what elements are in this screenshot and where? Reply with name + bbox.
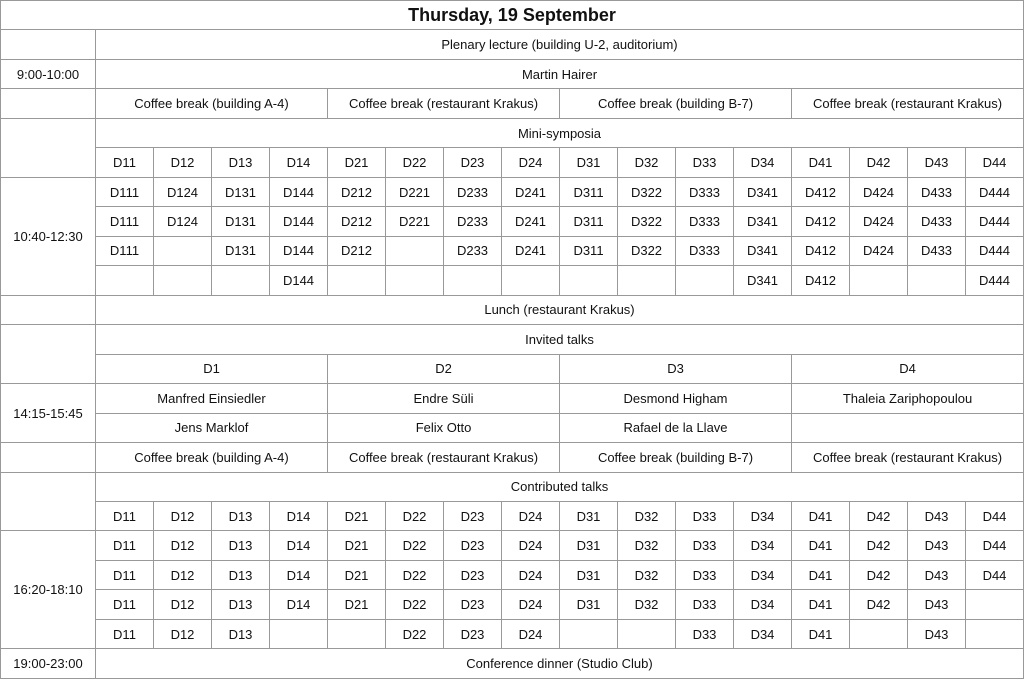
grid-cell: Coffee break (restaurant Krakus) bbox=[792, 89, 1024, 118]
grid-cell: D3 bbox=[560, 354, 792, 383]
coffee-break-row bbox=[1, 443, 1024, 472]
grid-cell bbox=[618, 266, 676, 295]
grid-cell: D41 bbox=[792, 531, 850, 560]
grid-cell: D412 bbox=[792, 207, 850, 236]
grid-cell: D42 bbox=[850, 148, 908, 177]
grid-cell: D22 bbox=[386, 560, 444, 589]
contributed-talks-header-row bbox=[1, 472, 1024, 501]
grid-cell: D13 bbox=[212, 531, 270, 560]
grid-cell: D21 bbox=[328, 501, 386, 530]
time-cell-empty bbox=[1, 325, 96, 384]
grid-cell: D31 bbox=[560, 148, 618, 177]
grid-cell: D22 bbox=[386, 619, 444, 648]
grid-cell: Coffee break (restaurant Krakus) bbox=[792, 443, 1024, 472]
grid-cell: D131 bbox=[212, 207, 270, 236]
lunch-label: Lunch (restaurant Krakus) bbox=[96, 295, 1024, 324]
grid-cell: D111 bbox=[96, 236, 154, 265]
grid-cell: D14 bbox=[270, 590, 328, 619]
grid-cell: D4 bbox=[792, 354, 1024, 383]
grid-cell: D13 bbox=[212, 560, 270, 589]
grid-cell: D322 bbox=[618, 236, 676, 265]
grid-cell: D34 bbox=[734, 501, 792, 530]
grid-cell: D23 bbox=[444, 619, 502, 648]
grid-cell: D322 bbox=[618, 177, 676, 206]
grid-cell: D33 bbox=[676, 148, 734, 177]
grid-cell: D31 bbox=[560, 531, 618, 560]
grid-cell: D23 bbox=[444, 531, 502, 560]
grid-cell: D22 bbox=[386, 501, 444, 530]
mini-symposia-row bbox=[1, 177, 1024, 206]
grid-cell: D31 bbox=[560, 560, 618, 589]
grid-cell: Coffee break (building B-7) bbox=[560, 89, 792, 118]
grid-cell: D42 bbox=[850, 531, 908, 560]
grid-cell: D44 bbox=[966, 560, 1024, 589]
grid-cell: D13 bbox=[212, 619, 270, 648]
plenary-session-row bbox=[1, 59, 1024, 88]
grid-cell: D433 bbox=[908, 207, 966, 236]
grid-cell: D212 bbox=[328, 177, 386, 206]
grid-cell: D424 bbox=[850, 207, 908, 236]
grid-cell: D31 bbox=[560, 590, 618, 619]
grid-cell: D34 bbox=[734, 560, 792, 589]
grid-cell: D11 bbox=[96, 590, 154, 619]
grid-cell: D23 bbox=[444, 560, 502, 589]
grid-cell: Felix Otto bbox=[328, 413, 560, 442]
plenary-header-row bbox=[1, 30, 1024, 59]
contributed-talks-row bbox=[1, 531, 1024, 560]
mini-symposia-column-header-row bbox=[1, 148, 1024, 177]
grid-cell: D311 bbox=[560, 236, 618, 265]
mini-symposia-header-row bbox=[1, 118, 1024, 147]
coffee-break-row bbox=[1, 89, 1024, 118]
grid-cell: D33 bbox=[676, 560, 734, 589]
grid-cell bbox=[96, 266, 154, 295]
grid-cell: D13 bbox=[212, 501, 270, 530]
grid-cell: D233 bbox=[444, 236, 502, 265]
grid-cell bbox=[560, 266, 618, 295]
grid-cell: D412 bbox=[792, 177, 850, 206]
grid-cell: D233 bbox=[444, 177, 502, 206]
grid-cell: D221 bbox=[386, 207, 444, 236]
grid-cell: D233 bbox=[444, 207, 502, 236]
grid-cell: D12 bbox=[154, 619, 212, 648]
grid-cell: D22 bbox=[386, 531, 444, 560]
grid-cell: D131 bbox=[212, 236, 270, 265]
grid-cell: D24 bbox=[502, 501, 560, 530]
grid-cell bbox=[154, 236, 212, 265]
grid-cell: D424 bbox=[850, 177, 908, 206]
time-cell: 19:00-23:00 bbox=[1, 649, 96, 679]
grid-cell bbox=[966, 619, 1024, 648]
grid-cell bbox=[850, 619, 908, 648]
invited-talks-row bbox=[1, 413, 1024, 442]
grid-cell: Coffee break (restaurant Krakus) bbox=[328, 443, 560, 472]
grid-cell: D14 bbox=[270, 148, 328, 177]
grid-cell: D24 bbox=[502, 148, 560, 177]
grid-cell: D2 bbox=[328, 354, 560, 383]
grid-cell: D21 bbox=[328, 560, 386, 589]
grid-cell: D32 bbox=[618, 531, 676, 560]
grid-cell: D341 bbox=[734, 236, 792, 265]
grid-cell: D341 bbox=[734, 207, 792, 236]
grid-cell: Manfred Einsiedler bbox=[96, 384, 328, 413]
grid-cell: D42 bbox=[850, 560, 908, 589]
grid-cell: D322 bbox=[618, 207, 676, 236]
grid-cell: D241 bbox=[502, 207, 560, 236]
grid-cell: Rafael de la Llave bbox=[560, 413, 792, 442]
grid-cell: D13 bbox=[212, 148, 270, 177]
grid-cell: D1 bbox=[96, 354, 328, 383]
page-title: Thursday, 19 September bbox=[1, 1, 1024, 30]
grid-cell bbox=[386, 266, 444, 295]
grid-cell: D11 bbox=[96, 501, 154, 530]
section-header-contributed-talks: Contributed talks bbox=[96, 472, 1024, 501]
grid-cell: D43 bbox=[908, 619, 966, 648]
grid-cell: D44 bbox=[966, 501, 1024, 530]
grid-cell: D333 bbox=[676, 177, 734, 206]
grid-cell: D42 bbox=[850, 590, 908, 619]
grid-cell bbox=[328, 266, 386, 295]
grid-cell: D124 bbox=[154, 207, 212, 236]
mini-symposia-row bbox=[1, 207, 1024, 236]
grid-cell: D11 bbox=[96, 560, 154, 589]
grid-cell: D41 bbox=[792, 148, 850, 177]
grid-cell: D41 bbox=[792, 590, 850, 619]
grid-cell: D34 bbox=[734, 619, 792, 648]
grid-cell: D341 bbox=[734, 266, 792, 295]
grid-cell: D43 bbox=[908, 560, 966, 589]
grid-cell: D21 bbox=[328, 531, 386, 560]
grid-cell: D241 bbox=[502, 236, 560, 265]
grid-cell: D12 bbox=[154, 531, 212, 560]
time-cell-empty bbox=[1, 443, 96, 472]
grid-cell: D32 bbox=[618, 560, 676, 589]
grid-cell: Desmond Higham bbox=[560, 384, 792, 413]
grid-cell: D11 bbox=[96, 531, 154, 560]
grid-cell: D433 bbox=[908, 177, 966, 206]
grid-cell: Endre Süli bbox=[328, 384, 560, 413]
grid-cell: D144 bbox=[270, 177, 328, 206]
time-cell-empty bbox=[1, 118, 96, 177]
contributed-talks-row bbox=[1, 619, 1024, 648]
grid-cell: Coffee break (building B-7) bbox=[560, 443, 792, 472]
lunch-row bbox=[1, 295, 1024, 324]
grid-cell: D43 bbox=[908, 531, 966, 560]
grid-cell: D22 bbox=[386, 590, 444, 619]
grid-cell: D32 bbox=[618, 501, 676, 530]
grid-cell: D33 bbox=[676, 501, 734, 530]
grid-cell: D12 bbox=[154, 501, 212, 530]
grid-cell: D11 bbox=[96, 619, 154, 648]
section-header-invited-talks: Invited talks bbox=[96, 325, 1024, 354]
dinner-row bbox=[1, 649, 1024, 679]
mini-symposia-row bbox=[1, 236, 1024, 265]
grid-cell: D22 bbox=[386, 148, 444, 177]
grid-cell: D24 bbox=[502, 531, 560, 560]
grid-cell: D111 bbox=[96, 177, 154, 206]
grid-cell: D311 bbox=[560, 207, 618, 236]
grid-cell: Coffee break (restaurant Krakus) bbox=[328, 89, 560, 118]
section-header-mini-symposia: Mini-symposia bbox=[96, 118, 1024, 147]
grid-cell: D444 bbox=[966, 266, 1024, 295]
grid-cell: D33 bbox=[676, 619, 734, 648]
title-row bbox=[1, 1, 1024, 30]
grid-cell: D34 bbox=[734, 590, 792, 619]
grid-cell: D14 bbox=[270, 560, 328, 589]
grid-cell: D43 bbox=[908, 501, 966, 530]
grid-cell: D144 bbox=[270, 207, 328, 236]
grid-cell: D23 bbox=[444, 590, 502, 619]
time-cell-empty bbox=[1, 30, 96, 59]
grid-cell: D444 bbox=[966, 207, 1024, 236]
grid-cell: D412 bbox=[792, 266, 850, 295]
invited-talks-header-row bbox=[1, 325, 1024, 354]
plenary-speaker-cell: Martin Hairer bbox=[96, 59, 1024, 88]
grid-cell: D341 bbox=[734, 177, 792, 206]
grid-cell: D424 bbox=[850, 236, 908, 265]
grid-cell: D444 bbox=[966, 236, 1024, 265]
grid-cell: D32 bbox=[618, 590, 676, 619]
grid-cell bbox=[502, 266, 560, 295]
grid-cell bbox=[560, 619, 618, 648]
grid-cell: D43 bbox=[908, 590, 966, 619]
invited-talks-row bbox=[1, 384, 1024, 413]
time-cell: 14:15-15:45 bbox=[1, 384, 96, 443]
grid-cell: D221 bbox=[386, 177, 444, 206]
dinner-label: Conference dinner (Studio Club) bbox=[96, 649, 1024, 679]
time-cell: 10:40-12:30 bbox=[1, 177, 96, 295]
time-cell-empty bbox=[1, 472, 96, 531]
grid-cell bbox=[212, 266, 270, 295]
time-cell-empty bbox=[1, 89, 96, 118]
grid-cell: D33 bbox=[676, 590, 734, 619]
grid-cell bbox=[444, 266, 502, 295]
grid-cell: Coffee break (building A-4) bbox=[96, 443, 328, 472]
time-cell: 9:00-10:00 bbox=[1, 59, 96, 88]
grid-cell: D23 bbox=[444, 148, 502, 177]
grid-cell: D241 bbox=[502, 177, 560, 206]
grid-cell: D21 bbox=[328, 590, 386, 619]
grid-cell: D444 bbox=[966, 177, 1024, 206]
grid-cell: D34 bbox=[734, 531, 792, 560]
grid-cell bbox=[966, 590, 1024, 619]
grid-cell: Coffee break (building A-4) bbox=[96, 89, 328, 118]
grid-cell: D433 bbox=[908, 236, 966, 265]
grid-cell: D43 bbox=[908, 148, 966, 177]
grid-cell: D21 bbox=[328, 148, 386, 177]
grid-cell: D42 bbox=[850, 501, 908, 530]
grid-cell bbox=[328, 619, 386, 648]
grid-cell bbox=[618, 619, 676, 648]
grid-cell bbox=[676, 266, 734, 295]
grid-cell: D212 bbox=[328, 236, 386, 265]
grid-cell: D412 bbox=[792, 236, 850, 265]
grid-cell: D23 bbox=[444, 501, 502, 530]
plenary-lecture-label: Plenary lecture (building U-2, auditorium) bbox=[96, 30, 1024, 59]
contributed-talks-column-header-row bbox=[1, 501, 1024, 530]
grid-cell: Thaleia Zariphopoulou bbox=[792, 384, 1024, 413]
grid-cell: D32 bbox=[618, 148, 676, 177]
grid-cell: D311 bbox=[560, 177, 618, 206]
grid-cell: D144 bbox=[270, 236, 328, 265]
contributed-talks-row bbox=[1, 590, 1024, 619]
time-cell-empty bbox=[1, 295, 96, 324]
grid-cell: D14 bbox=[270, 531, 328, 560]
grid-cell: D44 bbox=[966, 531, 1024, 560]
grid-cell bbox=[908, 266, 966, 295]
time-cell: 16:20-18:10 bbox=[1, 531, 96, 649]
grid-cell: D14 bbox=[270, 501, 328, 530]
grid-cell: D333 bbox=[676, 236, 734, 265]
grid-cell: D24 bbox=[502, 619, 560, 648]
grid-cell: D41 bbox=[792, 501, 850, 530]
grid-cell: D44 bbox=[966, 148, 1024, 177]
grid-cell: D124 bbox=[154, 177, 212, 206]
grid-cell: D11 bbox=[96, 148, 154, 177]
grid-cell: D41 bbox=[792, 560, 850, 589]
contributed-talks-row bbox=[1, 560, 1024, 589]
grid-cell bbox=[270, 619, 328, 648]
grid-cell: D34 bbox=[734, 148, 792, 177]
grid-cell: D144 bbox=[270, 266, 328, 295]
grid-cell: D333 bbox=[676, 207, 734, 236]
grid-cell: D41 bbox=[792, 619, 850, 648]
grid-cell: D131 bbox=[212, 177, 270, 206]
grid-cell: D12 bbox=[154, 560, 212, 589]
grid-cell: D111 bbox=[96, 207, 154, 236]
grid-cell bbox=[386, 236, 444, 265]
grid-cell: D31 bbox=[560, 501, 618, 530]
grid-cell: Jens Marklof bbox=[96, 413, 328, 442]
mini-symposia-row bbox=[1, 266, 1024, 295]
grid-cell: D12 bbox=[154, 148, 212, 177]
grid-cell bbox=[154, 266, 212, 295]
grid-cell: D12 bbox=[154, 590, 212, 619]
grid-cell: D13 bbox=[212, 590, 270, 619]
grid-cell bbox=[792, 413, 1024, 442]
grid-cell: D24 bbox=[502, 590, 560, 619]
grid-cell: D24 bbox=[502, 560, 560, 589]
grid-cell: D33 bbox=[676, 531, 734, 560]
grid-cell bbox=[850, 266, 908, 295]
invited-talks-column-header-row bbox=[1, 354, 1024, 383]
grid-cell: D212 bbox=[328, 207, 386, 236]
